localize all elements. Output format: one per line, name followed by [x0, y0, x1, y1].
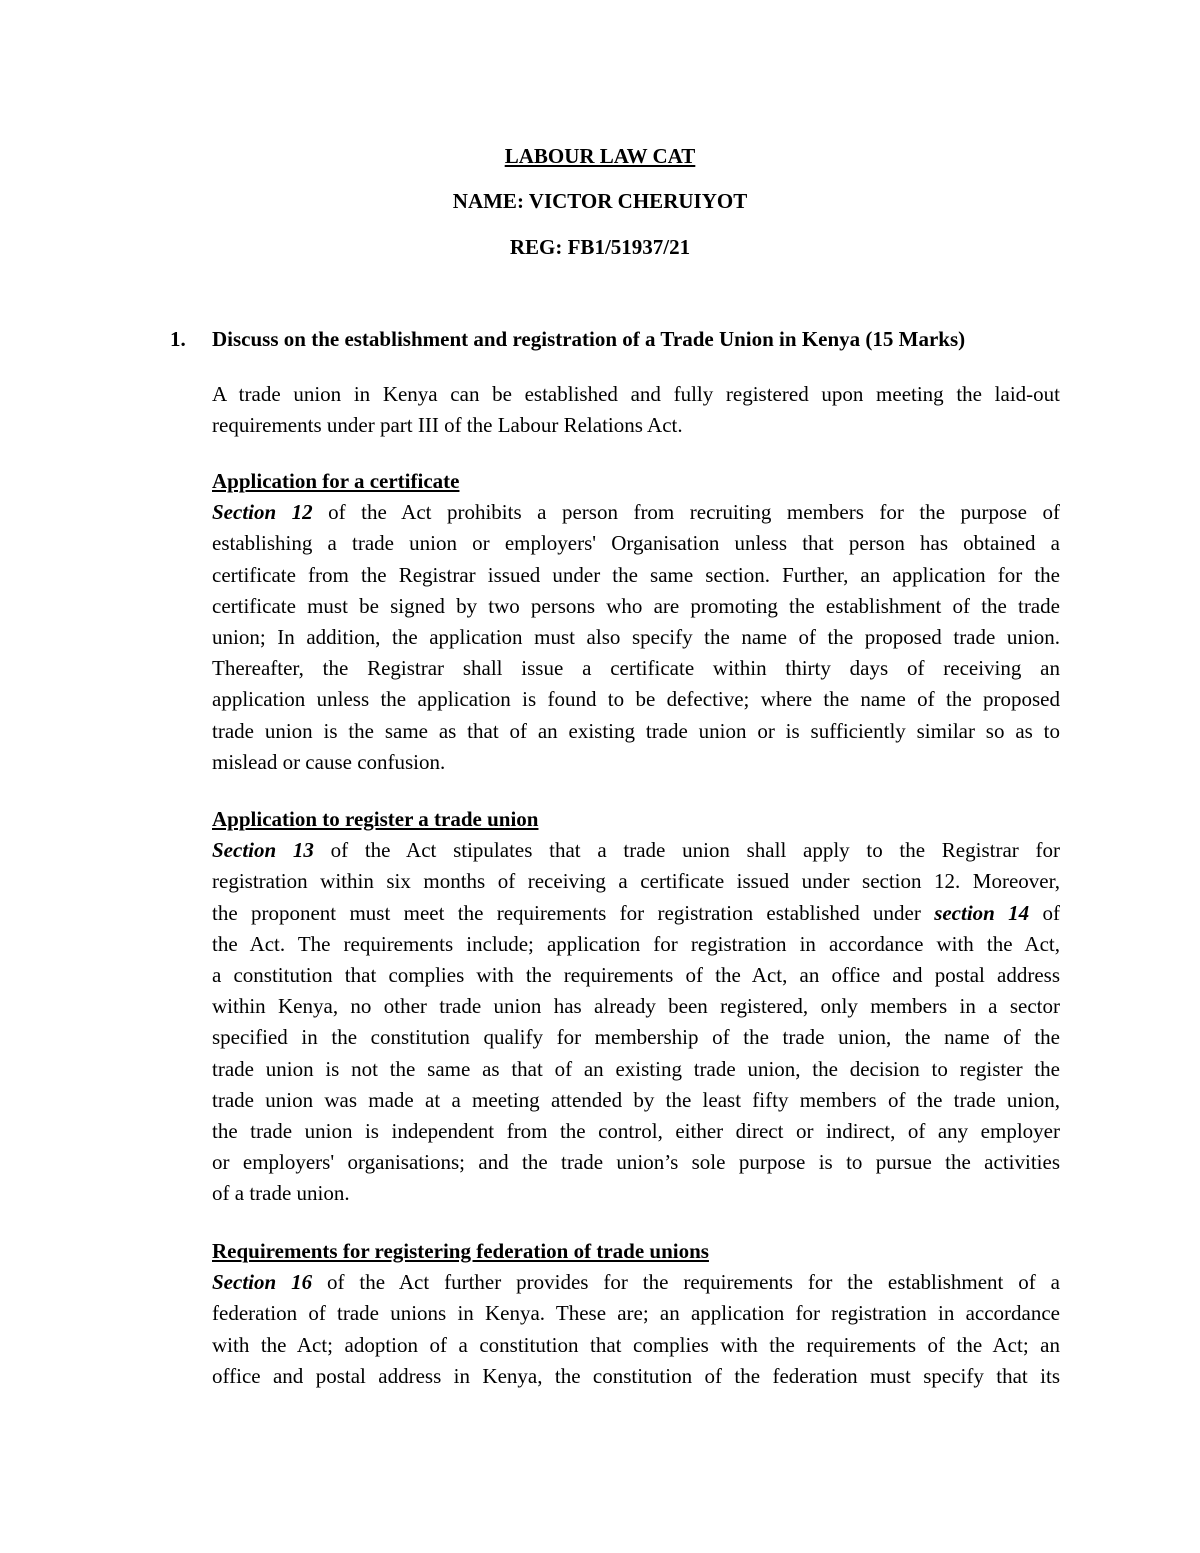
paragraph-line: union; In addition, the application must also specify the name of the proposed trade union. — [212, 624, 1060, 649]
section-heading: Application to register a trade union — [212, 807, 539, 831]
paragraph-line: application unless the application is found to be defective; where the name of the proposed — [212, 687, 1060, 712]
paragraph-line: registration within six months of receiving a certificate issued under section 12. Moreover, — [212, 869, 1060, 894]
paragraph-text: the proponent must meet the requirements for registration established under — [212, 900, 935, 925]
section-federation — [212, 1236, 1060, 1392]
paragraph-line: the trade union is independent from the control, either direct or indirect, of any employer — [212, 1118, 1060, 1143]
paragraph-text: of the Act further provides for the requirements for the establishment of a — [312, 1270, 1061, 1295]
intro-line: requirements under part III of the Labour Relations Act. — [212, 413, 683, 438]
paragraph-line: mislead or cause confusion. — [212, 749, 446, 774]
section-heading: Requirements for registering federation of trade unions — [212, 1239, 709, 1263]
paragraph-line: certificate must be signed by two persons who are promoting the establishment of the trade — [212, 593, 1060, 618]
question-heading — [170, 326, 965, 352]
intro-line: A trade union in Kenya can be established and fully registered upon meeting the laid-out — [212, 382, 1060, 406]
paragraph-line: federation of trade unions in Kenya. These are; an application for registration in accordance — [212, 1301, 1060, 1326]
section-certificate — [212, 466, 1060, 778]
question-text: Discuss on the establishment and registration of a Trade Union in Kenya (15 Marks) — [212, 327, 966, 351]
section-register — [212, 804, 1060, 1209]
paragraph-line: specified in the constitution qualify for membership of the trade union, the name of the — [212, 1025, 1060, 1050]
question-number: 1. — [170, 327, 186, 351]
paragraph-line: trade union is the same as that of an existing trade union or is sufficiently similar so as to — [212, 718, 1060, 743]
paragraph-line: office and postal address in Kenya, the constitution of the federation must specify that its — [212, 1363, 1060, 1388]
section-reference: Section 16 — [212, 1270, 313, 1295]
paragraph-line: or employers' organisations; and the trade union’s sole purpose is to pursue the activities — [212, 1150, 1060, 1175]
paragraph-line: Thereafter, the Registrar shall issue a certificate within thirty days of receiving an — [212, 656, 1060, 681]
paragraph-line — [212, 1267, 1060, 1298]
section-heading: Application for a certificate — [212, 469, 460, 493]
section-reference: Section 12 — [212, 500, 313, 525]
paragraph-line — [212, 898, 1060, 929]
student-name: NAME: VICTOR CHERUIYOT — [452, 189, 748, 213]
paragraph-line: certificate from the Registrar issued under the same section. Further, an application for the — [212, 562, 1060, 587]
paragraph-line: with the Act; adoption of a constitution that complies with the requirements of the Act; an — [212, 1332, 1060, 1357]
paragraph-line: a constitution that complies with the requirements of the Act, an office and postal address — [212, 962, 1060, 987]
registration-number: REG: FB1/51937/21 — [509, 235, 691, 259]
paragraph-text: of the Act stipulates that a trade union shall apply to the Registrar for — [313, 838, 1060, 863]
intro-paragraph — [212, 379, 1060, 441]
paragraph-text: of the Act prohibits a person from recruiting members for the purpose of — [312, 500, 1060, 525]
paragraph-line: trade union was made at a meeting attended by the least fifty members of the trade union, — [212, 1087, 1060, 1112]
paragraph-line: within Kenya, no other trade union has already been registered, only members in a sector — [212, 994, 1060, 1019]
document-title: LABOUR LAW CAT — [504, 144, 696, 168]
paragraph-line — [212, 497, 1060, 528]
paragraph-line: the Act. The requirements include; application for registration in accordance with the Act, — [212, 931, 1060, 956]
section-reference: section 14 — [934, 900, 1030, 925]
paragraph-line: trade union is not the same as that of an existing trade union, the decision to register the — [212, 1056, 1060, 1081]
paragraph-text: of — [1029, 900, 1060, 925]
paragraph-line — [212, 835, 1060, 866]
paragraph-line: of a trade union. — [212, 1181, 350, 1206]
paragraph-line: establishing a trade union or employers' Organisation unless that person has obtained a — [212, 531, 1060, 556]
section-reference: Section 13 — [212, 838, 314, 863]
